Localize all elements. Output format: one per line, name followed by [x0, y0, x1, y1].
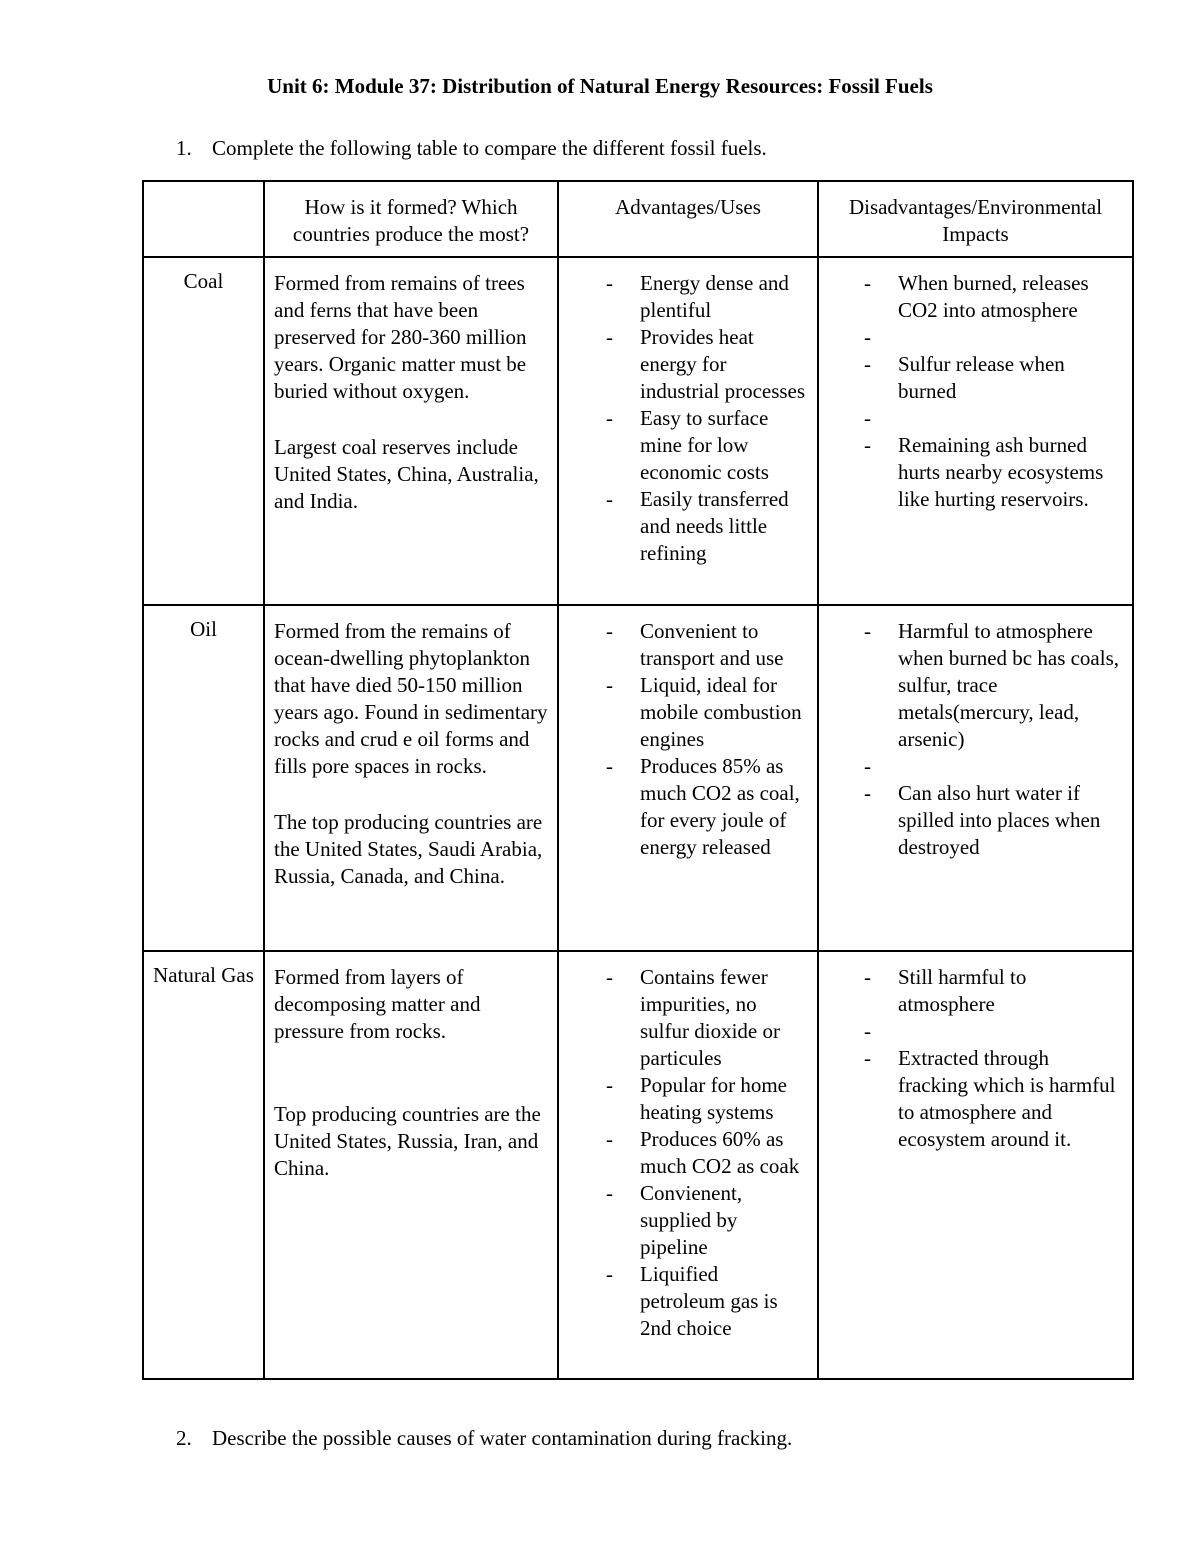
table-row-natural-gas	[143, 951, 1133, 1379]
fuel-name: Oil	[143, 605, 264, 951]
table-header-formation: How is it formed? Which countries produce the most?	[264, 181, 558, 257]
page-title: Unit 6: Module 37: Distribution of Natural Energy Resources: Fossil Fuels	[267, 74, 933, 98]
disadvantages-cell	[818, 951, 1133, 1379]
question-text: Complete the following table to compare the different fossil fuels.	[212, 136, 767, 160]
list-item: - Liquid, ideal for mobile combustion engines	[606, 673, 802, 751]
table-row-oil	[143, 605, 1133, 951]
list-item: -	[864, 1019, 871, 1043]
fuel-name: Natural Gas	[143, 951, 264, 1379]
formation-text: Formed from layers of decomposing matter and pressure from rocks.	[274, 965, 481, 1043]
list-item: - Provides heat energy for industrial processes	[606, 325, 806, 403]
table-header-blank	[143, 181, 264, 257]
list-item: -	[864, 325, 871, 349]
list-item: - Contains fewer impurities, no sulfur dioxide or particules	[606, 965, 780, 1070]
question-1	[176, 134, 767, 162]
formation-cell	[264, 257, 558, 605]
disadvantages-cell	[818, 257, 1133, 605]
list-item: -	[864, 406, 871, 430]
reserves-text: Largest coal reserves include United States, China, Australia, and India.	[274, 435, 539, 513]
list-item: - Liquified petroleum gas is 2nd choice	[606, 1262, 778, 1340]
reserves-text: Top producing countries are the United States, Russia, Iran, and China.	[274, 1102, 541, 1180]
list-item: - Popular for home heating systems	[606, 1073, 787, 1124]
question-2	[176, 1424, 792, 1452]
list-item: - Convenient to transport and use	[606, 619, 784, 670]
list-item: - Easy to surface mine for low economic costs	[606, 406, 769, 484]
list-item: - Produces 60% as much CO2 as coak	[606, 1127, 800, 1178]
advantages-cell	[558, 951, 818, 1379]
formation-cell	[264, 605, 558, 951]
advantages-cell	[558, 605, 818, 951]
list-item: - Can also hurt water if spilled into places when destroyed	[864, 781, 1101, 859]
formation-text: Formed from remains of trees and ferns that have been preserved for 280-360 million years. Organic matter must be buried without oxygen.	[274, 271, 527, 403]
disadvantages-cell	[818, 605, 1133, 951]
list-item: - When burned, releases CO2 into atmosphere	[864, 271, 1089, 322]
list-item: - Extracted through fracking which is harmful to atmosphere and ecosystem around it.	[864, 1046, 1116, 1151]
reserves-text: The top producing countries are the United States, Saudi Arabia, Russia, Canada, and China.	[274, 810, 543, 888]
table-row-coal	[143, 257, 1133, 605]
formation-cell	[264, 951, 558, 1379]
question-number: 1.	[176, 136, 192, 160]
fossil-fuel-comparison-table	[142, 180, 1134, 1380]
table-header-disadvantages: Disadvantages/Environmental Impacts	[818, 181, 1133, 257]
question-text: Describe the possible causes of water contamination during fracking.	[212, 1426, 793, 1450]
advantages-cell	[558, 257, 818, 605]
table-header-advantages: Advantages/Uses	[558, 181, 818, 257]
list-item: - Sulfur release when burned	[864, 352, 1065, 403]
list-item: - Convienent, supplied by pipeline	[606, 1181, 743, 1259]
list-item: - Remaining ash burned hurts nearby ecosystems like hurting reservoirs.	[864, 433, 1104, 511]
question-number: 2.	[176, 1426, 192, 1450]
list-item: - Easily transferred and needs little refining	[606, 487, 789, 565]
table-header-row	[143, 181, 1133, 257]
fuel-name: Coal	[143, 257, 264, 605]
list-item: - Harmful to atmosphere when burned bc has coals, sulfur, trace metals(mercury, lead, arsenic)	[864, 619, 1120, 751]
formation-text: Formed from the remains of ocean-dwelling phytoplankton that have died 50-150 million years ago. Found in sedimentary rocks and crud e oil forms and fills pore spaces in rocks.	[274, 619, 548, 778]
list-item: - Still harmful to atmosphere	[864, 965, 1027, 1016]
list-item: - Energy dense and plentiful	[606, 271, 789, 322]
list-item: -	[864, 754, 871, 778]
list-item: - Produces 85% as much CO2 as coal, for every joule of energy released	[606, 754, 800, 859]
